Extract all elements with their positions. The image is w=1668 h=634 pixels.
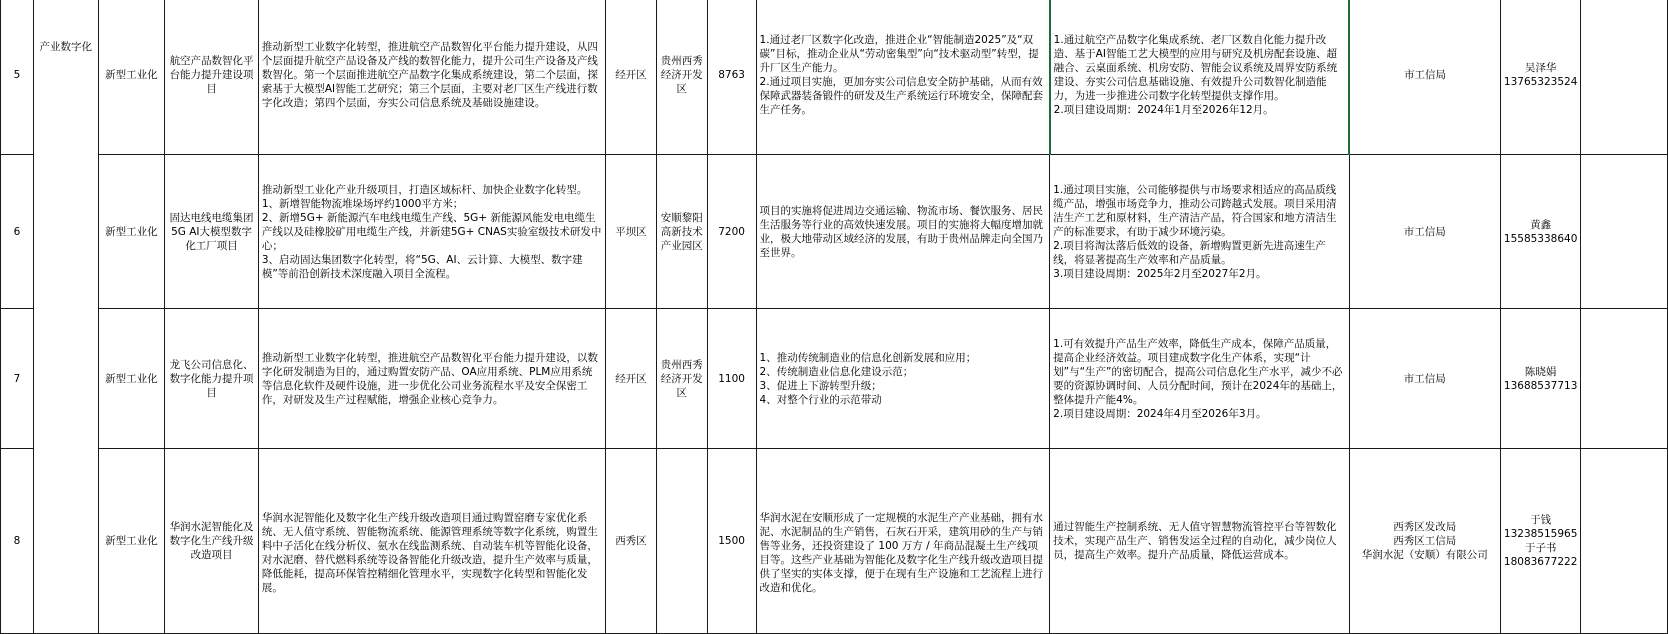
basis-cell[interactable]: 1、推动传统制造业的信息化创新发展和应用； 2、传统制造业信息化建设示范； 3、促进上下游转型升级； 4、对整个行业的示范带动 xyxy=(756,309,1050,449)
project-name-cell[interactable]: 航空产品数智化平台能力提升建设项目 xyxy=(165,0,259,155)
park-cell[interactable]: 安顺黎阳高新技术产业园区 xyxy=(656,155,707,309)
benefit-cell[interactable]: 1.通过航空产品数字化集成系统、老厂区数自化能力提升改造、基于AI智能工艺大模型的应用与研究及机房配套设施、超融合、云桌面系统、机房安防、智能会议系统及周界安防系统建设、夯实公司信息基础设施、有效提升公司数智化制造能力，为进一步推进公司数字化转型提供支撑作用。 2.项目建设周期：2024年1月至2026年12月。 xyxy=(1050,0,1349,155)
department-cell[interactable]: 市工信局 xyxy=(1349,0,1500,155)
park-cell[interactable]: 贵州西秀经济开发区 xyxy=(656,309,707,449)
extra-cell[interactable] xyxy=(1581,0,1668,155)
contact-cell[interactable]: 陈晓娟 13688537713 xyxy=(1500,309,1581,449)
row-number[interactable]: 7 xyxy=(1,309,34,449)
contact-cell[interactable]: 于钱 13238515965 于子书 18083677222 xyxy=(1500,449,1581,634)
benefit-cell[interactable]: 1.可有效提升产品生产效率，降低生产成本，保障产品质量，提高企业经济效益。项目建成数字化生产体系，实现“计划”与“生产”的密切配合，提高公司信息化生产水平，减少不必要的资源协调时间、人员分配时间，预计在2024年的基础上，整体提升产能4%。 2.项目建设周期：2024年4月至2026年3月。 xyxy=(1050,309,1349,449)
extra-cell[interactable] xyxy=(1581,449,1668,634)
district-cell[interactable]: 经开区 xyxy=(606,0,657,155)
benefit-cell[interactable]: 通过智能生产控制系统、无人值守智慧物流管控平台等智数化技术，实现产品生产、销售发运全过程的自动化，减少岗位人员，提高生产效率。提升产品质量，降低运营成本。 xyxy=(1050,449,1349,634)
basis-cell[interactable]: 1.通过老厂区数字化改造，推进企业“智能制造2025”及“双碳”目标，推动企业从“劳动密集型”向“技术驱动型”转型，提升厂区生产能力。 2.通过项目实施，更加夯实公司信息安全防护基础，从而有效保障武器装备锻件的研发及生产系统运行环境安全，保障配套生产任务。 xyxy=(756,0,1050,155)
subcategory-cell[interactable]: 新型工业化 xyxy=(98,309,165,449)
table-row xyxy=(1,309,1668,449)
contact-cell[interactable]: 黄鑫 15585338640 xyxy=(1500,155,1581,309)
row-number[interactable]: 5 xyxy=(1,0,34,155)
basis-cell[interactable]: 项目的实施将促进周边交通运输、物流市场、餐饮服务、居民生活服务等行业的高效快速发展。项目的实施将大幅度增加就业，极大地带动区域经济的发展，有助于贵州品牌走向全国乃至世界。 xyxy=(756,155,1050,309)
department-cell[interactable]: 市工信局 xyxy=(1349,155,1500,309)
extra-cell[interactable] xyxy=(1581,309,1668,449)
extra-cell[interactable] xyxy=(1581,155,1668,309)
department-cell[interactable]: 西秀区发改局 西秀区工信局 华润水泥（安顺）有限公司 xyxy=(1349,449,1500,634)
project-name-cell[interactable]: 龙飞公司信息化、数字化能力提升项目 xyxy=(165,309,259,449)
contact-cell[interactable]: 吴泽华 13765323524 xyxy=(1500,0,1581,155)
construction-content-cell[interactable]: 推动新型工业数字化转型，推进航空产品数智化平台能力提升建设，以数字化研发制造为目的，通过购置安防产品、OA应用系统、PLM应用系统等信息化软件及硬件设施，进一步优化公司业务流程水平及安全保密工作，对研发及生产过程赋能，增强企业核心竞争力。 xyxy=(258,309,605,449)
subcategory-cell[interactable]: 新型工业化 xyxy=(98,449,165,634)
district-cell[interactable]: 经开区 xyxy=(606,309,657,449)
district-cell[interactable]: 平坝区 xyxy=(606,155,657,309)
district-cell[interactable]: 西秀区 xyxy=(606,449,657,634)
benefit-cell[interactable]: 1.通过项目实施，公司能够提供与市场要求相适应的高品质线缆产品，增强市场竞争力，推动公司跨越式发展。项目采用清洁生产工艺和原材料，生产清洁产品，符合国家和地方清洁生产的标准要求，有助于减少环境污染。 2.项目将淘汰落后低效的设备，新增购置更新先进高速生产线，将显著提高生产效率和产品质量。 3.项目建设周期：2025年2月至2027年2月。 xyxy=(1050,155,1349,309)
construction-content-cell[interactable]: 华润水泥智能化及数字化生产线升级改造项目通过购置窑磨专家优化系统、无人值守系统、智能物流系统、能源管理系统等数字化系统，购置生料中子活化在线分析仪、氨水在线监测系统、自动装车机等智能化设备，对水泥磨、替代燃料系统等设备智能化升级改造，提升生产效率与质量，降低能耗，提高环保管控精细化管理水平，实现数字化转型和智能化发展。 xyxy=(258,449,605,634)
table-row xyxy=(1,0,1668,155)
table-row xyxy=(1,155,1668,309)
investment-cell[interactable]: 1100 xyxy=(707,309,756,449)
investment-cell[interactable]: 7200 xyxy=(707,155,756,309)
project-name-cell[interactable]: 华润水泥智能化及数字化生产线升级改造项目 xyxy=(165,449,259,634)
subcategory-cell[interactable]: 新型工业化 xyxy=(98,0,165,155)
row-number[interactable]: 6 xyxy=(1,155,34,309)
basis-cell[interactable]: 华润水泥在安顺形成了一定规模的水泥生产产业基础，拥有水泥、水泥制品的生产销售，石灰石开采，建筑用砂的生产与销售等业务，还投资建设了 100 万方 / 年商品混凝土生产线项目等。这些产业基础为智能化及数字化生产线升级改造项目提供了坚实的实体支撑，便于在现有生产设施和工艺流程上进行改造和优化。 xyxy=(756,449,1050,634)
project-name-cell[interactable]: 固达电线电缆集团5G AI大模型数字化工厂项目 xyxy=(165,155,259,309)
investment-cell[interactable]: 8763 xyxy=(707,0,756,155)
department-cell[interactable]: 市工信局 xyxy=(1349,309,1500,449)
park-cell[interactable] xyxy=(656,449,707,634)
subcategory-cell[interactable]: 新型工业化 xyxy=(98,155,165,309)
category-cell[interactable]: 产业数字化 xyxy=(33,0,98,634)
table-row xyxy=(1,449,1668,634)
construction-content-cell[interactable]: 推动新型工业化产业升级项目，打造区域标杆、加快企业数字化转型。 1、新增智能物流堆垛场坪约1000平方米； 2、新增5G+ 新能源汽车电线电缆生产线、5G+ 新能源风能发电电缆生产线以及硅橡胶矿用电缆生产线，并新建5G+ CNAS实验室级技术研发中心； 3、启动固达集团数字化转型，将“5G、AI、云计算、大模型、数字建模”等前沿创新技术深度融入项目全流程。 xyxy=(258,155,605,309)
park-cell[interactable]: 贵州西秀经济开发区 xyxy=(656,0,707,155)
investment-cell[interactable]: 1500 xyxy=(707,449,756,634)
construction-content-cell[interactable]: 推动新型工业数字化转型，推进航空产品数智化平台能力提升建设，从四个层面提升航空产品设备及产线的数智化能力，提升公司生产设备及产线数智化。第一个层面推进航空产品数字化集成系统建设，第二个层面，探索基于大模型AI智能工艺研究；第三个层面，主要对老厂区生产线进行数字化改造；第四个层面，夯实公司信息系统及基础设施建设。 xyxy=(258,0,605,155)
row-number[interactable]: 8 xyxy=(1,449,34,634)
